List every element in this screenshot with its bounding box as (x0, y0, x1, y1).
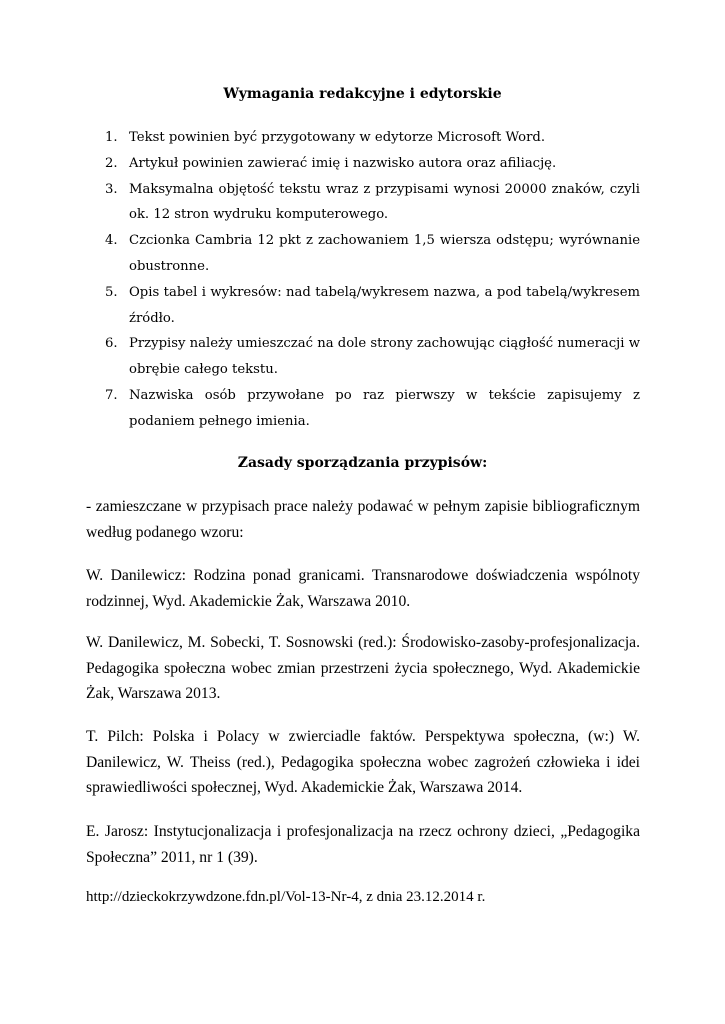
reference-entry: E. Jarosz: Instytucjonalizacja i profesjonalizacja na rzecz ochrony dzieci, „Pedagogika Społeczna” 2011, nr 1 (39). (86, 823, 640, 866)
list-item (105, 331, 640, 383)
list-item-number: 3. (105, 181, 118, 197)
list-item (105, 228, 640, 280)
list-item-number: 6. (105, 336, 118, 352)
requirements-list (105, 125, 640, 435)
list-item (105, 177, 640, 229)
list-item (105, 125, 640, 151)
list-item-number: 4. (105, 233, 118, 249)
list-item-text: Opis tabel i wykresów: nad tabelą/wykresem nazwa, a pod tabelą/wykresem źródło. (129, 284, 640, 326)
list-item-text: Przypisy należy umieszczać na dole strony zachowując ciągłość numeracji w obrębie całego tekstu. (129, 336, 640, 378)
list-item-number: 2. (105, 155, 118, 171)
reference-entry: W. Danilewicz, M. Sobecki, T. Sosnowski (red.): Środowisko-zasoby-profesjonalizacja. Pedagogika społeczna wobec zmian przestrzeni życia społecznego, Wyd. Akademickie Żak, Warszawa 2013. (86, 634, 640, 702)
footnotes-heading: Zasady sporządzania przypisów: (237, 455, 488, 471)
intro-paragraph: - zamieszczane w przypisach prace należy podawać w pełnym zapisie bibliograficznym według podanego wzoru: (86, 498, 640, 541)
list-item (105, 280, 640, 332)
list-item (105, 151, 640, 177)
list-item-text: Tekst powinien być przygotowany w edytorze Microsoft Word. (129, 130, 546, 145)
list-item-number: 5. (105, 284, 118, 300)
list-item-text: Czcionka Cambria 12 pkt z zachowaniem 1,5 wiersza odstępu; wyrównanie obustronne. (129, 233, 640, 274)
list-item-number: 1. (105, 130, 118, 145)
list-item (105, 383, 640, 435)
list-item-text: Nazwiska osób przywołane po raz pierwszy w tekście zapisujemy z podaniem pełnego imienia. (129, 387, 640, 429)
source-link[interactable]: http://dzieckokrzywdzone.fdn.pl/Vol-13-Nr-4, z dnia 23.12.2014 r. (86, 889, 486, 905)
list-item-text: Maksymalna objętość tekstu wraz z przypisami wynosi 20000 znaków, czyli ok. 12 stron wydruku komputerowego. (129, 181, 640, 223)
page-title: Wymagania redakcyjne i edytorskie (223, 86, 502, 102)
list-item-text: Artykuł powinien zawierać imię i nazwisko autora oraz afiliację. (129, 155, 557, 171)
list-item-number: 7. (105, 387, 118, 403)
reference-entry: T. Pilch: Polska i Polacy w zwierciadle faktów. Perspektywa społeczna, (w:) W. Danilewicz, W. Theiss (red.), Pedagogika społeczna wobec zagrożeń człowieka i idei sprawiedliwości społecznej, Wyd. Akademickie Żak, Warszawa 2014. (86, 728, 640, 796)
reference-entry: W. Danilewicz: Rodzina ponad granicami. Transnarodowe doświadczenia wspólnoty rodzinnej, Wyd. Akademickie Żak, Warszawa 2010. (86, 567, 640, 610)
